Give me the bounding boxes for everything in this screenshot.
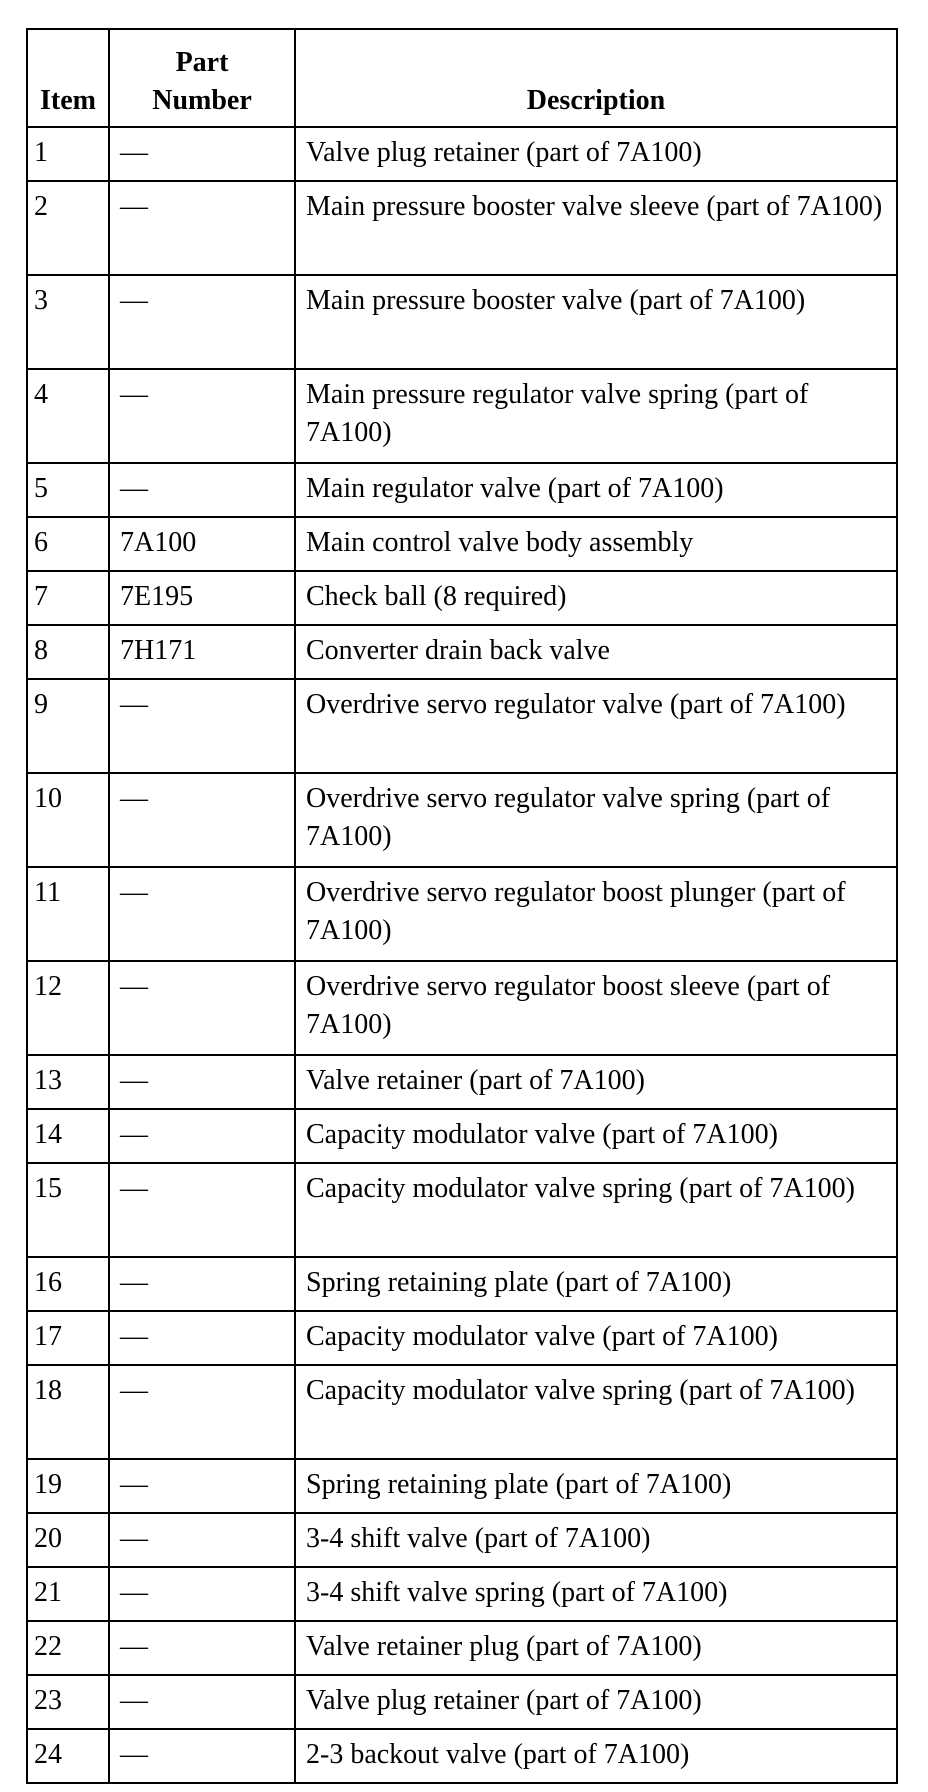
- cell-description: Spring retaining plate (part of 7A100): [295, 1459, 897, 1513]
- cell-part-number: 7E195: [109, 571, 295, 625]
- table-body: [27, 127, 897, 1783]
- table-row: [27, 571, 897, 625]
- table-row: [27, 1109, 897, 1163]
- cell-description: Main pressure regulator valve spring (part of 7A100): [295, 369, 897, 463]
- cell-description: Capacity modulator valve spring (part of 7A100): [295, 1365, 897, 1459]
- cell-description: Check ball (8 required): [295, 571, 897, 625]
- cell-description: Overdrive servo regulator valve (part of 7A100): [295, 679, 897, 773]
- cell-part-number: —: [109, 1567, 295, 1621]
- cell-item: 1: [27, 127, 109, 181]
- cell-item: 3: [27, 275, 109, 369]
- table-row: [27, 1311, 897, 1365]
- table-row: [27, 1055, 897, 1109]
- header-part-number: [109, 29, 295, 127]
- cell-part-number: 7A100: [109, 517, 295, 571]
- cell-item: 23: [27, 1675, 109, 1729]
- cell-part-number: —: [109, 1055, 295, 1109]
- table-row: [27, 867, 897, 961]
- cell-item: 7: [27, 571, 109, 625]
- cell-item: 6: [27, 517, 109, 571]
- table-row: [27, 463, 897, 517]
- cell-part-number: —: [109, 1675, 295, 1729]
- cell-description: Main pressure booster valve sleeve (part of 7A100): [295, 181, 897, 275]
- cell-item: 19: [27, 1459, 109, 1513]
- table-row: [27, 275, 897, 369]
- table-row: [27, 961, 897, 1055]
- cell-item: 9: [27, 679, 109, 773]
- table-header: [27, 29, 897, 127]
- cell-description: 3-4 shift valve spring (part of 7A100): [295, 1567, 897, 1621]
- table-row: [27, 517, 897, 571]
- cell-item: 4: [27, 369, 109, 463]
- cell-part-number: —: [109, 961, 295, 1055]
- cell-description: Converter drain back valve: [295, 625, 897, 679]
- cell-description: Overdrive servo regulator boost sleeve (part of 7A100): [295, 961, 897, 1055]
- cell-item: 22: [27, 1621, 109, 1675]
- cell-item: 15: [27, 1163, 109, 1257]
- cell-part-number: —: [109, 679, 295, 773]
- cell-item: 24: [27, 1729, 109, 1783]
- table-row: [27, 1729, 897, 1783]
- header-part-number-label: Part Number: [152, 47, 252, 116]
- table-row: [27, 1257, 897, 1311]
- cell-item: 10: [27, 773, 109, 867]
- cell-part-number: —: [109, 181, 295, 275]
- cell-item: 8: [27, 625, 109, 679]
- table-row: [27, 773, 897, 867]
- table-row: [27, 127, 897, 181]
- table-row: [27, 1675, 897, 1729]
- cell-description: Capacity modulator valve (part of 7A100): [295, 1109, 897, 1163]
- cell-description: Valve plug retainer (part of 7A100): [295, 127, 897, 181]
- cell-item: 11: [27, 867, 109, 961]
- cell-part-number: —: [109, 1459, 295, 1513]
- cell-description: Spring retaining plate (part of 7A100): [295, 1257, 897, 1311]
- cell-description: Overdrive servo regulator valve spring (part of 7A100): [295, 773, 897, 867]
- table-row: [27, 1459, 897, 1513]
- header-item: Item: [27, 29, 109, 127]
- header-row: [27, 29, 897, 127]
- table-row: [27, 1567, 897, 1621]
- cell-description: 2-3 backout valve (part of 7A100): [295, 1729, 897, 1783]
- cell-part-number: —: [109, 1163, 295, 1257]
- cell-item: 18: [27, 1365, 109, 1459]
- cell-part-number: —: [109, 867, 295, 961]
- table-row: [27, 181, 897, 275]
- cell-item: 2: [27, 181, 109, 275]
- cell-description: Capacity modulator valve spring (part of 7A100): [295, 1163, 897, 1257]
- cell-item: 16: [27, 1257, 109, 1311]
- header-description: Description: [295, 29, 897, 127]
- cell-description: Valve plug retainer (part of 7A100): [295, 1675, 897, 1729]
- table-row: [27, 1513, 897, 1567]
- table-row: [27, 625, 897, 679]
- cell-part-number: —: [109, 463, 295, 517]
- cell-item: 12: [27, 961, 109, 1055]
- table-row: [27, 1621, 897, 1675]
- cell-description: Capacity modulator valve (part of 7A100): [295, 1311, 897, 1365]
- cell-part-number: —: [109, 1621, 295, 1675]
- cell-part-number: —: [109, 1513, 295, 1567]
- table-row: [27, 1163, 897, 1257]
- table-row: [27, 369, 897, 463]
- cell-part-number: —: [109, 1729, 295, 1783]
- cell-description: Valve retainer plug (part of 7A100): [295, 1621, 897, 1675]
- table-row: [27, 679, 897, 773]
- parts-table: [26, 28, 898, 1784]
- table-row: [27, 1365, 897, 1459]
- cell-part-number: —: [109, 773, 295, 867]
- cell-description: Main control valve body assembly: [295, 517, 897, 571]
- cell-part-number: —: [109, 369, 295, 463]
- cell-item: 13: [27, 1055, 109, 1109]
- cell-part-number: —: [109, 1109, 295, 1163]
- cell-item: 17: [27, 1311, 109, 1365]
- cell-description: 3-4 shift valve (part of 7A100): [295, 1513, 897, 1567]
- cell-description: Main pressure booster valve (part of 7A100): [295, 275, 897, 369]
- cell-part-number: —: [109, 275, 295, 369]
- cell-description: Valve retainer (part of 7A100): [295, 1055, 897, 1109]
- cell-part-number: —: [109, 1365, 295, 1459]
- cell-description: Main regulator valve (part of 7A100): [295, 463, 897, 517]
- cell-part-number: —: [109, 127, 295, 181]
- cell-item: 20: [27, 1513, 109, 1567]
- cell-item: 14: [27, 1109, 109, 1163]
- cell-part-number: —: [109, 1257, 295, 1311]
- cell-description: Overdrive servo regulator boost plunger (part of 7A100): [295, 867, 897, 961]
- cell-item: 5: [27, 463, 109, 517]
- cell-part-number: —: [109, 1311, 295, 1365]
- cell-item: 21: [27, 1567, 109, 1621]
- cell-part-number: 7H171: [109, 625, 295, 679]
